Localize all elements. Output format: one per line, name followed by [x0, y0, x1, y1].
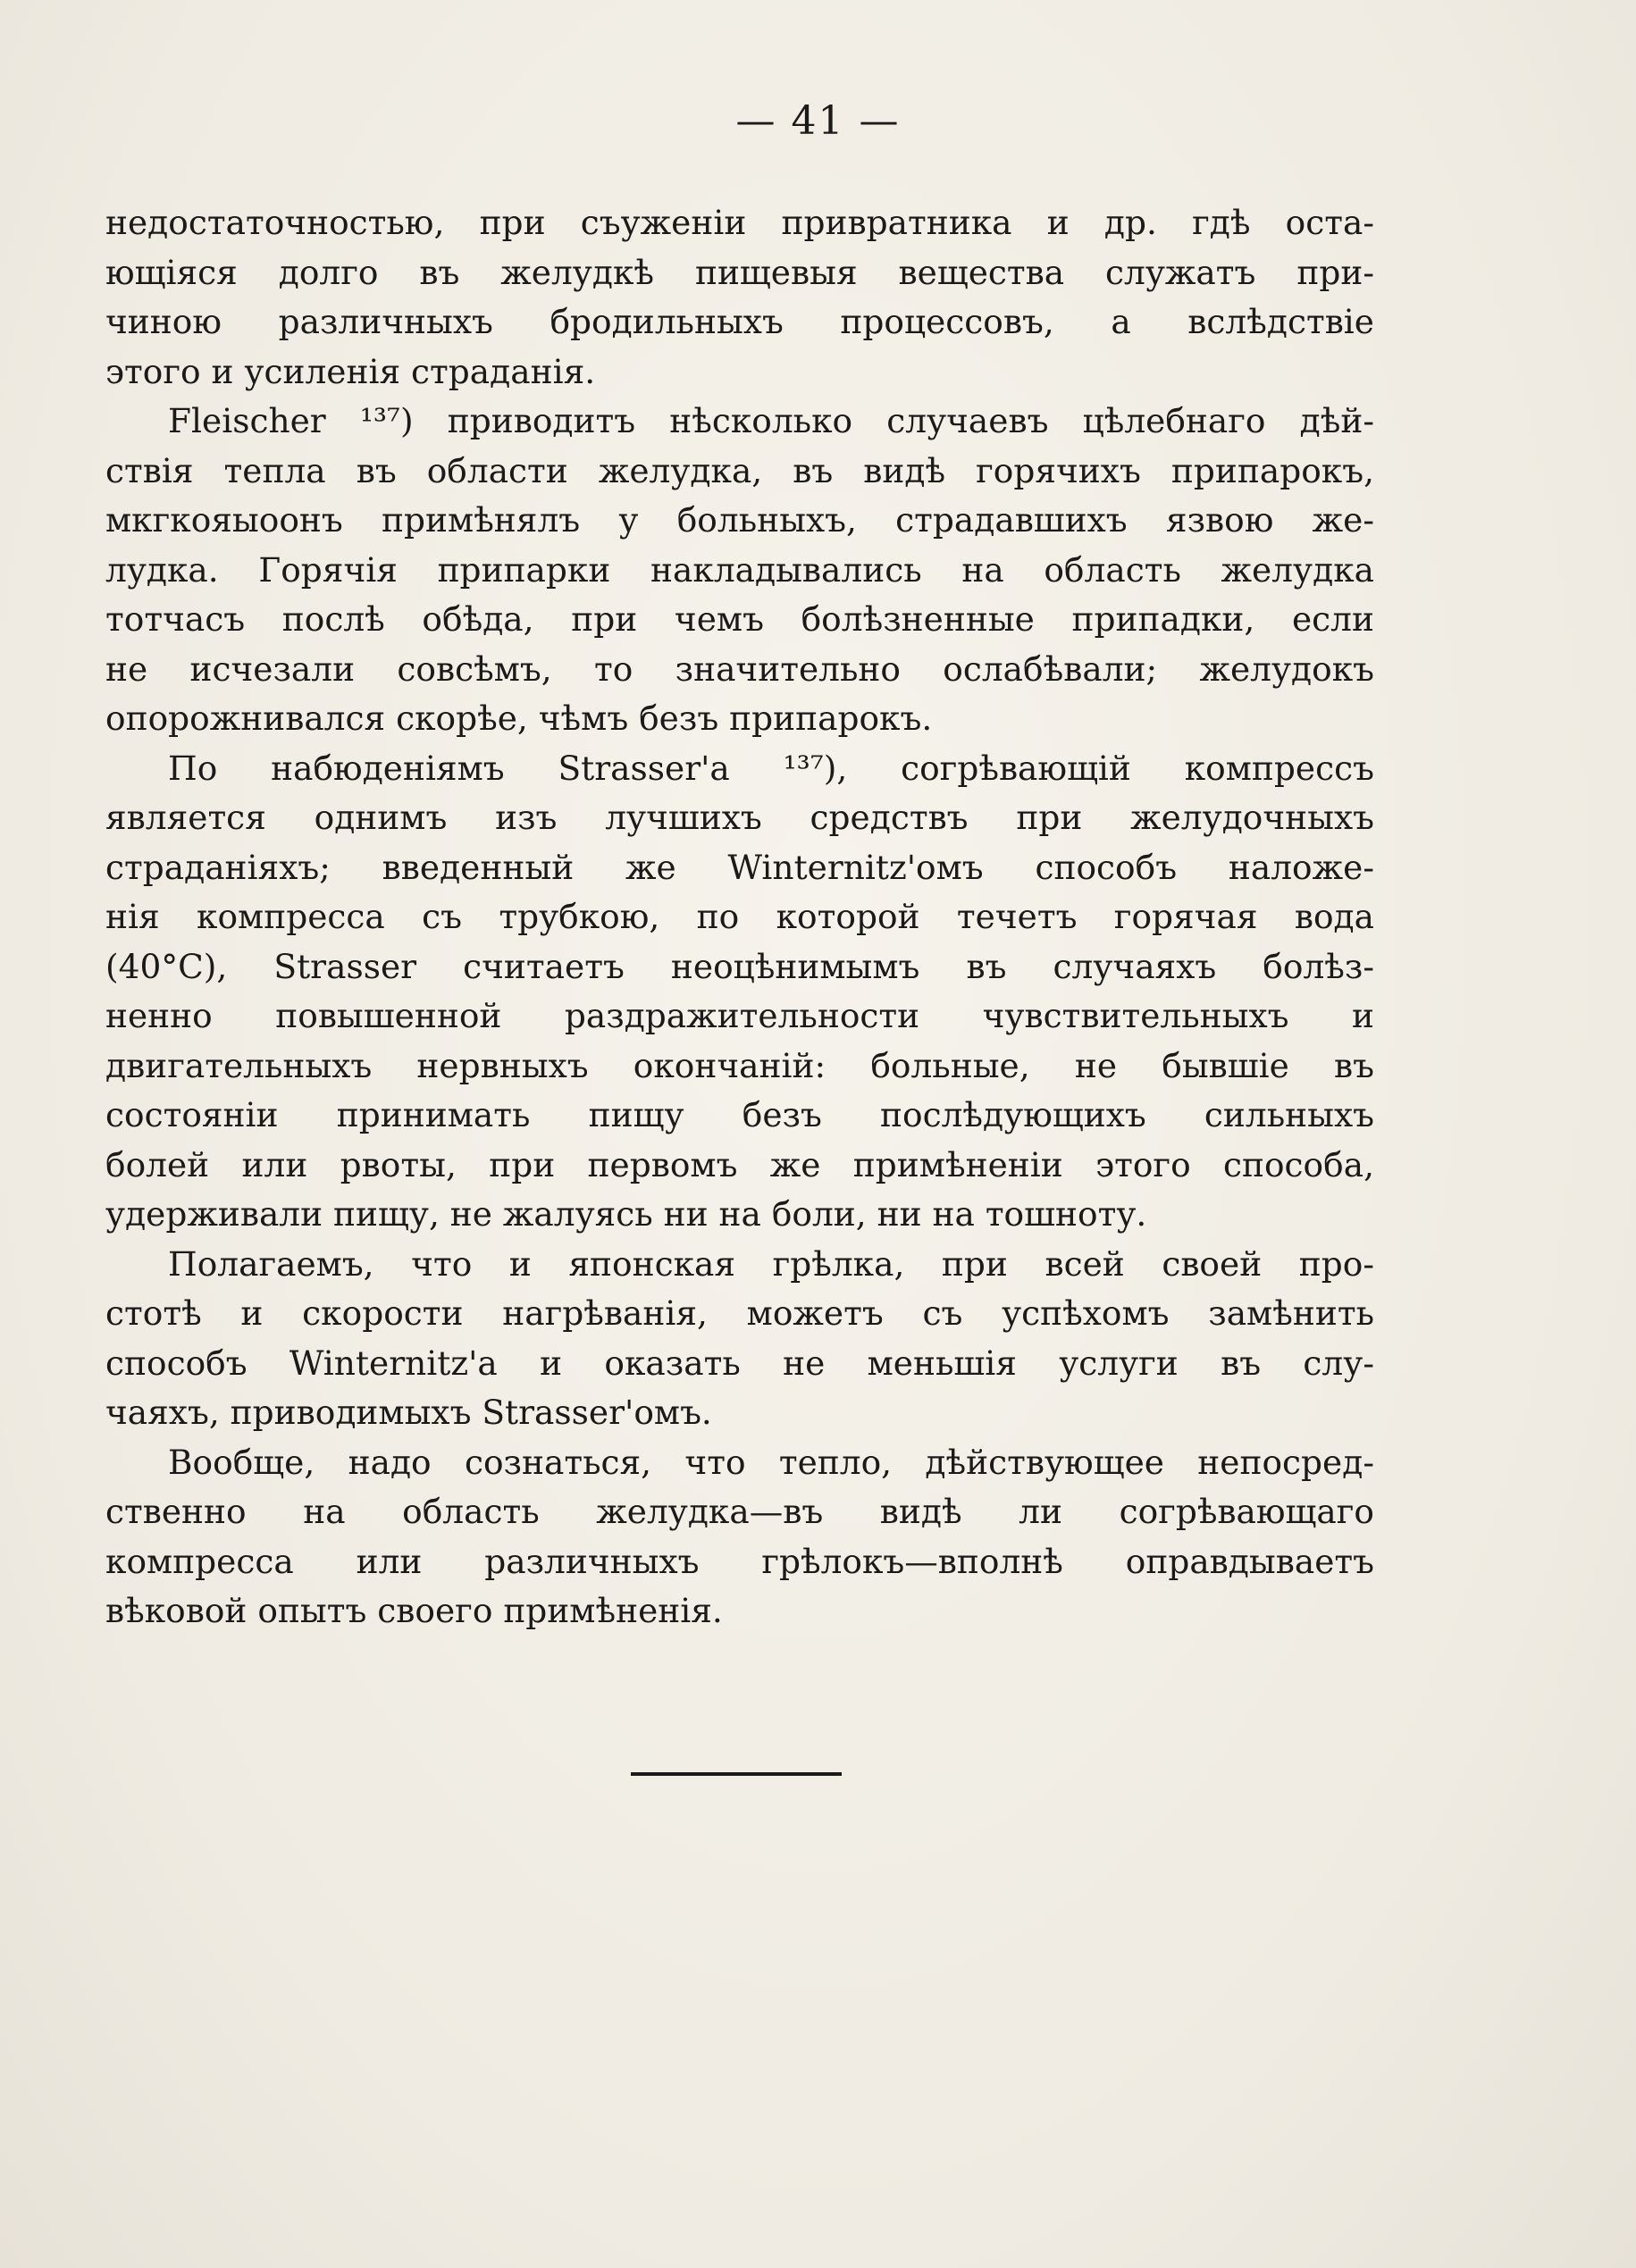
text-line: недостаточностью, при съуженіи привратника и др. гдѣ оста-: [105, 203, 1374, 242]
text-line: вѣковой опытъ своего примѣненія.: [105, 1591, 723, 1630]
body-text: [105, 198, 1374, 1636]
text-line: ненно повышенной раздражительности чувствительныхъ и: [105, 996, 1374, 1035]
text-line: этого и усиленія страданія.: [105, 351, 596, 391]
text-line: мкгкояыоонъ примѣнялъ у больныхъ, страдавшихъ язвою же-: [105, 500, 1374, 540]
text-line: является однимъ изъ лучшихъ средствъ при желудочныхъ: [105, 798, 1374, 837]
paragraph-2: [105, 397, 1374, 744]
text-line: тотчасъ послѣ обѣда, при чемъ болѣзненные припадки, если: [105, 599, 1374, 639]
text-line: стотѣ и скорости нагрѣванія, можетъ съ успѣхомъ замѣнить: [105, 1293, 1374, 1333]
text-line: двигательныхъ нервныхъ окончаній: больные, не бывшіе въ: [105, 1045, 1374, 1085]
text-line: удерживали пищу, не жалуясь ни на боли, ни на тошноту.: [105, 1194, 1147, 1234]
text-line: страданіяхъ; введенный же Winternitz'омъ способъ наложе-: [105, 847, 1374, 887]
end-rule-divider: [631, 1772, 842, 1776]
page-number: — 41 —: [735, 98, 901, 144]
paragraph-4: [105, 1240, 1374, 1438]
text-line: По набюденіямъ Strasser'a ¹³⁷), согрѣвающій компрессъ: [168, 748, 1374, 788]
text-line: нія компресса съ трубкою, по которой течетъ горячая вода: [105, 897, 1374, 936]
text-line: ющіяся долго въ желудкѣ пищевыя вещества служатъ при-: [105, 252, 1374, 292]
text-line: ствія тепла въ области желудка, въ видѣ горячихъ припарокъ,: [105, 450, 1374, 490]
paragraph-3: [105, 744, 1374, 1240]
text-line: чиною различныхъ бродильныхъ процессовъ, а вслѣдствіе: [105, 302, 1374, 341]
text-line: Полагаемъ, что и японская грѣлка, при всей своей про-: [168, 1243, 1374, 1284]
text-line: не исчезали совсѣмъ, то значительно ослабѣвали; желудокъ: [105, 649, 1374, 689]
text-line: Вообще, надо сознаться, что тепло, дѣйствующее непосред-: [168, 1442, 1374, 1482]
text-line: лудка. Горячія припарки накладывались на область желудка: [105, 549, 1374, 590]
text-line: состояніи принимать пищу безъ послѣдующихъ сильныхъ: [105, 1095, 1374, 1134]
text-line: Fleischer ¹³⁷) приводитъ нѣсколько случаевъ цѣлебнаго дѣй-: [168, 401, 1374, 440]
text-line: болей или рвоты, при первомъ же примѣненіи этого способа,: [105, 1144, 1374, 1184]
text-line: опорожнивался скорѣе, чѣмъ безъ припарокъ.: [105, 699, 933, 738]
text-line: способъ Winternitz'a и оказать не меньшія услуги въ слу-: [105, 1343, 1374, 1383]
paragraph-5: [105, 1438, 1374, 1636]
text-line: компресса или различныхъ грѣлокъ—вполнѣ оправдываетъ: [105, 1541, 1374, 1581]
text-line: ственно на область желудка—въ видѣ ли согрѣвающаго: [105, 1492, 1374, 1531]
text-line: (40°C), Strasser считаетъ неоцѣнимымъ въ случаяхъ болѣз-: [105, 946, 1374, 986]
paragraph-1: [105, 198, 1374, 397]
text-line: чаяхъ, приводимыхъ Strasser'омъ.: [105, 1393, 712, 1432]
